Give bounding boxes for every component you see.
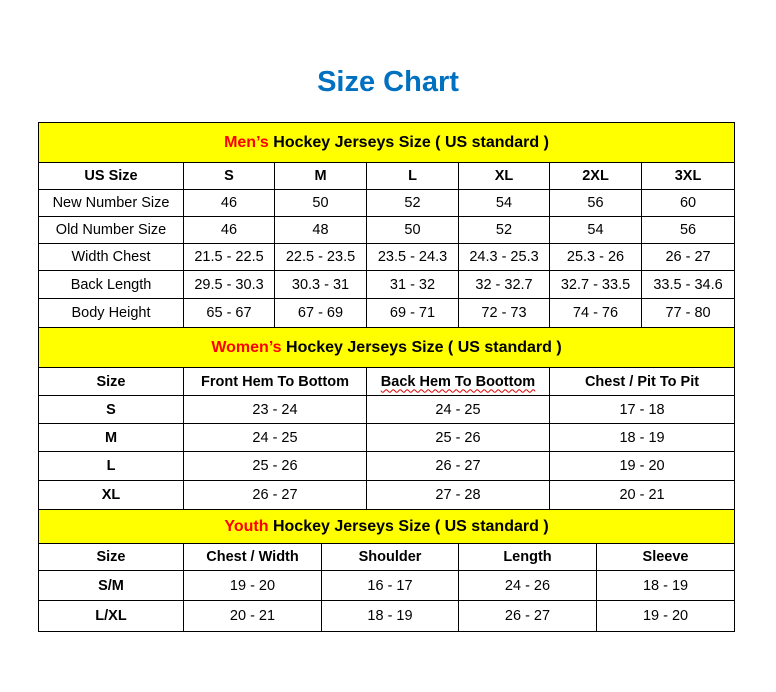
row-label: XL [39, 481, 184, 510]
women-section-title [39, 328, 735, 368]
table-cell: 26 - 27 [184, 481, 367, 510]
table-cell: 32.7 - 33.5 [550, 271, 642, 299]
row-label: M [39, 424, 184, 452]
column-header [367, 368, 550, 396]
row-label: Body Height [39, 299, 184, 328]
table-row [39, 299, 735, 328]
column-header [459, 163, 550, 190]
men-band-row [39, 123, 735, 163]
column-header-label: Size [96, 549, 126, 565]
table-cell: 52 [459, 217, 550, 244]
table-cell: 74 - 76 [550, 299, 642, 328]
section-title-text: Hockey Jerseys Size ( US standard ) [281, 338, 562, 356]
column-header [39, 368, 184, 396]
table-cell: 16 - 17 [322, 571, 459, 601]
youth-size-table [38, 509, 735, 632]
table-row [39, 271, 735, 299]
table-cell: 31 - 32 [367, 271, 459, 299]
column-header-label: Front Hem To Bottom [201, 373, 349, 390]
column-header-label: 2XL [582, 168, 609, 184]
table-cell: 25 - 26 [184, 452, 367, 481]
table-cell: 23.5 - 24.3 [367, 244, 459, 271]
table-cell: 56 [550, 190, 642, 217]
table-cell: 33.5 - 34.6 [642, 271, 735, 299]
table-cell: 56 [642, 217, 735, 244]
page-title: Size Chart [317, 66, 459, 98]
column-header [550, 368, 735, 396]
row-label: S/M [39, 571, 184, 601]
table-cell: 25 - 26 [367, 424, 550, 452]
column-header [597, 544, 735, 571]
table-cell: 52 [367, 190, 459, 217]
table-row [39, 424, 735, 452]
table-cell: 19 - 20 [597, 601, 735, 632]
column-header [275, 163, 367, 190]
table-cell: 50 [367, 217, 459, 244]
column-header-label: XL [494, 168, 514, 184]
men-header-row [39, 163, 735, 190]
column-header-label: 3XL [674, 168, 702, 184]
table-row [39, 571, 735, 601]
table-cell: 21.5 - 22.5 [184, 244, 275, 271]
table-cell: 69 - 71 [367, 299, 459, 328]
youth-header-row [39, 544, 735, 571]
column-header-label: Shoulder [358, 549, 422, 565]
table-cell: 23 - 24 [184, 396, 367, 424]
section-highlight: Men’s [224, 133, 269, 151]
row-label: L/XL [39, 601, 184, 632]
table-cell: 54 [459, 190, 550, 217]
column-header-label: Size [96, 373, 126, 390]
table-cell: 50 [275, 190, 367, 217]
section-highlight: Women’s [211, 338, 282, 356]
column-header-label: Chest / Pit To Pit [584, 373, 700, 390]
men-size-table [38, 122, 735, 328]
column-header-label: S [224, 168, 234, 184]
row-label: Width Chest [39, 244, 184, 271]
column-header-label: Chest / Width [206, 549, 299, 565]
table-cell: 46 [184, 190, 275, 217]
table-cell: 29.5 - 30.3 [184, 271, 275, 299]
table-cell: 18 - 19 [550, 424, 735, 452]
column-header-label: L [408, 168, 417, 184]
row-label: S [39, 396, 184, 424]
section-title-text: Hockey Jerseys Size ( US standard ) [268, 517, 549, 535]
table-cell: 18 - 19 [597, 571, 735, 601]
row-label: New Number Size [39, 190, 184, 217]
table-cell: 54 [550, 217, 642, 244]
table-cell: 26 - 27 [459, 601, 597, 632]
youth-section-title [39, 510, 735, 544]
table-cell: 26 - 27 [367, 452, 550, 481]
table-cell: 17 - 18 [550, 396, 735, 424]
women-size-table [38, 327, 735, 510]
men-section-title [39, 123, 735, 163]
column-header [322, 544, 459, 571]
table-cell: 24 - 26 [459, 571, 597, 601]
table-cell: 48 [275, 217, 367, 244]
column-header-label: M [314, 168, 327, 184]
table-row [39, 452, 735, 481]
table-row [39, 601, 735, 632]
table-cell: 22.5 - 23.5 [275, 244, 367, 271]
column-header [184, 544, 322, 571]
table-cell: 30.3 - 31 [275, 271, 367, 299]
table-cell: 24 - 25 [367, 396, 550, 424]
table-cell: 25.3 - 26 [550, 244, 642, 271]
column-header [39, 544, 184, 571]
youth-band-row [39, 510, 735, 544]
column-header-label: US Size [84, 168, 138, 184]
row-label: L [39, 452, 184, 481]
column-header [184, 368, 367, 396]
table-row [39, 396, 735, 424]
table-cell: 60 [642, 190, 735, 217]
column-header [39, 163, 184, 190]
column-header [459, 544, 597, 571]
table-cell: 20 - 21 [184, 601, 322, 632]
table-row [39, 217, 735, 244]
section-title-text: Hockey Jerseys Size ( US standard ) [268, 133, 549, 151]
section-highlight: Youth [224, 517, 269, 535]
women-header-row [39, 368, 735, 396]
table-cell: 19 - 20 [184, 571, 322, 601]
table-cell: 27 - 28 [367, 481, 550, 510]
table-row [39, 244, 735, 271]
table-cell: 26 - 27 [642, 244, 735, 271]
table-cell: 19 - 20 [550, 452, 735, 481]
column-header [550, 163, 642, 190]
column-header-label: Back Hem To Boottom [380, 373, 536, 390]
column-header-label: Length [503, 549, 552, 565]
women-band-row [39, 328, 735, 368]
column-header [184, 163, 275, 190]
table-row [39, 190, 735, 217]
table-cell: 20 - 21 [550, 481, 735, 510]
row-label: Back Length [39, 271, 184, 299]
table-cell: 67 - 69 [275, 299, 367, 328]
row-label: Old Number Size [39, 217, 184, 244]
column-header [642, 163, 735, 190]
table-cell: 72 - 73 [459, 299, 550, 328]
table-cell: 24.3 - 25.3 [459, 244, 550, 271]
table-cell: 65 - 67 [184, 299, 275, 328]
table-cell: 24 - 25 [184, 424, 367, 452]
table-cell: 32 - 32.7 [459, 271, 550, 299]
column-header-label: Sleeve [642, 549, 689, 565]
table-cell: 46 [184, 217, 275, 244]
table-cell: 18 - 19 [322, 601, 459, 632]
column-header [367, 163, 459, 190]
table-cell: 77 - 80 [642, 299, 735, 328]
table-row [39, 481, 735, 510]
